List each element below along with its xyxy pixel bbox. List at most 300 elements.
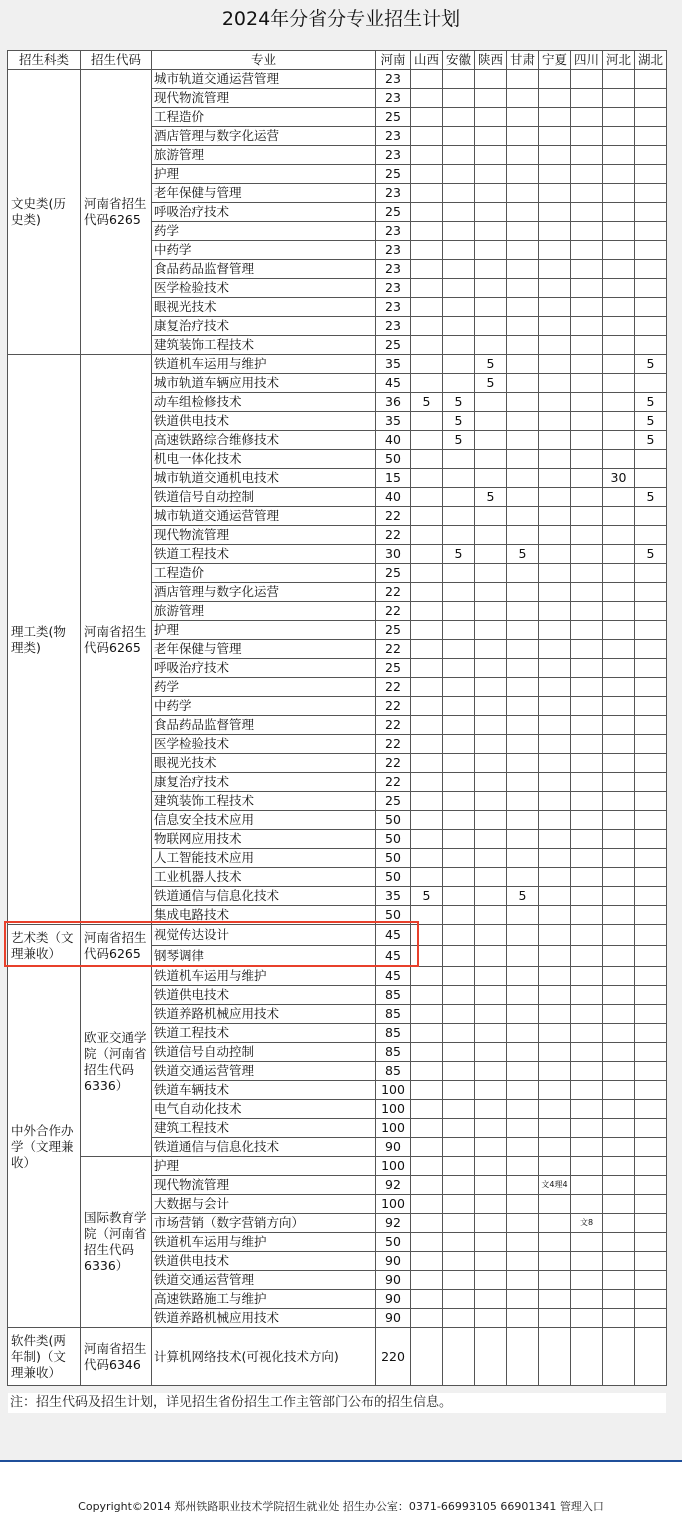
quota-cell [411,1138,443,1157]
quota-cell: 50 [376,830,411,849]
quota-cell [603,1252,635,1271]
quota-cell [507,1062,539,1081]
quota-cell [507,986,539,1005]
quota-cell [411,184,443,203]
quota-cell [539,1024,571,1043]
admission-code-cell: 欧亚交通学院（河南省招生代码6336） [81,967,152,1157]
quota-cell [443,336,475,355]
quota-cell [635,811,667,830]
quota-cell [411,507,443,526]
quota-cell: 23 [376,222,411,241]
quota-cell: 25 [376,108,411,127]
quota-cell [507,906,539,925]
quota-cell [539,887,571,906]
quota-cell [539,298,571,317]
quota-cell [507,1043,539,1062]
quota-cell: 25 [376,165,411,184]
quota-cell: 40 [376,488,411,507]
major-cell: 食品药品监督管理 [152,716,376,735]
quota-cell [635,735,667,754]
quota-cell [475,773,507,792]
quota-cell [507,640,539,659]
quota-cell [475,507,507,526]
quota-cell: 50 [376,868,411,887]
quota-cell [539,336,571,355]
quota-cell [571,1119,603,1138]
quota-cell [475,70,507,89]
quota-cell [603,1138,635,1157]
quota-cell [635,317,667,336]
quota-cell [507,488,539,507]
major-cell: 康复治疗技术 [152,317,376,336]
quota-cell [443,1157,475,1176]
quota-cell [507,678,539,697]
major-cell: 铁道通信与信息化技术 [152,887,376,906]
quota-cell [411,811,443,830]
major-cell: 工程造价 [152,564,376,583]
quota-cell: 25 [376,336,411,355]
quota-cell: 45 [376,967,411,986]
quota-cell [539,773,571,792]
quota-cell [507,222,539,241]
quota-cell [507,1119,539,1138]
quota-cell [539,1005,571,1024]
quota-cell [443,146,475,165]
quota-cell [603,621,635,640]
quota-cell [507,260,539,279]
quota-cell: 5 [635,393,667,412]
quota-cell [571,1271,603,1290]
quota-cell [539,1309,571,1328]
quota-cell [475,1309,507,1328]
quota-cell [539,967,571,986]
quota-cell: 30 [376,545,411,564]
quota-cell [571,946,603,967]
quota-cell: 45 [376,946,411,967]
quota-cell: 100 [376,1081,411,1100]
quota-cell [603,1157,635,1176]
quota-cell: 23 [376,241,411,260]
quota-cell [635,203,667,222]
quota-cell [539,946,571,967]
quota-cell [539,792,571,811]
column-header: 招生代码 [81,51,152,70]
quota-cell [539,986,571,1005]
quota-cell [411,1005,443,1024]
quota-cell [635,1119,667,1138]
quota-cell [635,1024,667,1043]
quota-cell [475,1290,507,1309]
quota-cell [507,108,539,127]
major-cell: 铁道工程技术 [152,1024,376,1043]
quota-cell [571,1176,603,1195]
quota-cell [539,1138,571,1157]
major-cell: 食品药品监督管理 [152,260,376,279]
quota-cell [443,317,475,336]
quota-cell [443,1119,475,1138]
major-cell: 呼吸治疗技术 [152,203,376,222]
quota-cell [443,621,475,640]
quota-cell [603,412,635,431]
quota-cell [571,1024,603,1043]
quota-cell [539,1119,571,1138]
quota-cell: 5 [635,431,667,450]
quota-cell [571,70,603,89]
quota-cell [475,735,507,754]
quota-cell [507,127,539,146]
quota-cell [443,1100,475,1119]
quota-cell [571,317,603,336]
quota-cell [475,811,507,830]
quota-cell [507,412,539,431]
quota-cell [475,336,507,355]
major-cell: 铁道供电技术 [152,1252,376,1271]
quota-cell [539,1157,571,1176]
quota-cell [539,1252,571,1271]
quota-cell [539,317,571,336]
quota-cell [507,792,539,811]
quota-cell [571,1233,603,1252]
quota-cell [539,621,571,640]
major-cell: 医学检验技术 [152,735,376,754]
quota-cell: 5 [411,393,443,412]
quota-cell [571,602,603,621]
quota-cell [603,716,635,735]
quota-cell [475,678,507,697]
quota-cell [635,165,667,184]
quota-cell [475,203,507,222]
column-header: 安徽 [443,51,475,70]
quota-cell: 5 [443,545,475,564]
quota-cell [475,1081,507,1100]
quota-cell [507,1233,539,1252]
quota-cell: 23 [376,184,411,203]
quota-cell: 5 [507,887,539,906]
quota-cell [411,431,443,450]
quota-cell [507,1138,539,1157]
quota-cell: 85 [376,1024,411,1043]
quota-cell [539,1271,571,1290]
quota-cell [443,1328,475,1386]
quota-cell [539,355,571,374]
quota-cell [571,488,603,507]
quota-cell [411,868,443,887]
quota-cell: 22 [376,583,411,602]
table-row [8,1157,667,1176]
major-cell: 工程造价 [152,108,376,127]
quota-cell [539,108,571,127]
quota-cell [443,203,475,222]
major-cell: 铁道供电技术 [152,986,376,1005]
major-cell: 现代物流管理 [152,89,376,108]
major-cell: 老年保健与管理 [152,640,376,659]
major-cell: 现代物流管理 [152,1176,376,1195]
quota-cell [571,925,603,946]
category-cell: 中外合作办学（文理兼收） [8,967,81,1328]
quota-cell [539,184,571,203]
quota-cell [635,1309,667,1328]
quota-cell [443,1214,475,1233]
major-cell: 工业机器人技术 [152,868,376,887]
quota-cell [539,754,571,773]
quota-cell [411,792,443,811]
quota-cell: 50 [376,811,411,830]
quota-cell [507,1100,539,1119]
quota-cell [635,1005,667,1024]
quota-cell [539,1043,571,1062]
quota-cell [539,1100,571,1119]
quota-cell: 92 [376,1214,411,1233]
major-cell: 铁道机车运用与维护 [152,967,376,986]
quota-cell [603,146,635,165]
quota-cell [635,526,667,545]
quota-cell: 15 [376,469,411,488]
quota-cell [539,583,571,602]
quota-cell: 23 [376,260,411,279]
quota-cell [603,1328,635,1386]
quota-cell [571,1043,603,1062]
admin-entry-link[interactable]: 管理入口 [559,1500,604,1513]
quota-cell: 5 [443,393,475,412]
quota-cell [411,108,443,127]
quota-cell [411,1252,443,1271]
quota-cell [539,640,571,659]
quota-cell [411,1062,443,1081]
copyright-text: Copyright©2014 郑州铁路职业技术学院招生就业处 招生办公室：0371-66993105 66901341 [78,1500,557,1513]
quota-cell [635,108,667,127]
quota-cell [475,1100,507,1119]
quota-cell [475,659,507,678]
quota-cell [603,602,635,621]
table-body [8,70,667,1386]
quota-cell [571,241,603,260]
quota-cell [475,754,507,773]
quota-cell [507,336,539,355]
major-cell: 药学 [152,678,376,697]
quota-cell [603,1119,635,1138]
quota-cell: 90 [376,1309,411,1328]
quota-cell: 25 [376,659,411,678]
quota-cell [539,260,571,279]
quota-cell [507,507,539,526]
quota-cell [635,602,667,621]
quota-cell: 22 [376,526,411,545]
quota-cell [475,621,507,640]
quota-cell [603,165,635,184]
quota-cell [635,621,667,640]
quota-cell [507,621,539,640]
quota-cell [443,811,475,830]
major-cell: 中药学 [152,697,376,716]
quota-cell [539,849,571,868]
quota-cell [475,792,507,811]
quota-cell [539,1233,571,1252]
quota-cell [571,355,603,374]
major-cell: 人工智能技术应用 [152,849,376,868]
quota-cell [539,431,571,450]
quota-cell: 22 [376,754,411,773]
quota-cell: 220 [376,1328,411,1386]
quota-cell [571,986,603,1005]
quota-cell [539,165,571,184]
quota-cell [635,1081,667,1100]
category-cell: 文史类(历史类) [8,70,81,355]
quota-cell [443,830,475,849]
quota-cell [443,967,475,986]
quota-cell [475,1062,507,1081]
quota-cell [539,146,571,165]
quota-cell [571,203,603,222]
quota-cell [475,298,507,317]
quota-cell [411,526,443,545]
quota-cell: 5 [411,887,443,906]
quota-cell [475,602,507,621]
quota-cell: 85 [376,986,411,1005]
quota-cell [571,868,603,887]
quota-cell [571,450,603,469]
quota-cell [571,469,603,488]
major-cell: 铁道信号自动控制 [152,488,376,507]
quota-cell: 35 [376,412,411,431]
quota-cell [571,298,603,317]
quota-cell [411,1081,443,1100]
quota-cell [475,967,507,986]
quota-cell: 85 [376,1062,411,1081]
quota-cell [443,564,475,583]
quota-cell [475,849,507,868]
quota-cell [507,868,539,887]
category-cell: 软件类(两年制)（文理兼收） [8,1328,81,1386]
quota-cell [635,946,667,967]
quota-cell [507,146,539,165]
quota-cell: 23 [376,89,411,108]
quota-cell [539,241,571,260]
quota-cell [507,393,539,412]
major-cell: 建筑装饰工程技术 [152,792,376,811]
quota-cell [603,868,635,887]
admission-code-cell: 国际教育学院（河南省招生代码6336） [81,1157,152,1328]
quota-cell [443,754,475,773]
major-cell: 铁道交通运营管理 [152,1271,376,1290]
quota-cell [571,222,603,241]
quota-cell [507,298,539,317]
quota-cell [603,70,635,89]
quota-cell [539,659,571,678]
quota-cell [507,184,539,203]
quota-cell: 35 [376,887,411,906]
quota-cell [571,1081,603,1100]
quota-cell [411,773,443,792]
quota-cell [635,1290,667,1309]
quota-cell [411,317,443,336]
major-cell: 集成电路技术 [152,906,376,925]
quota-cell [475,1233,507,1252]
quota-cell [475,393,507,412]
major-cell: 酒店管理与数字化运营 [152,127,376,146]
quota-cell: 23 [376,127,411,146]
quota-cell [411,925,443,946]
quota-cell [443,659,475,678]
quota-cell [603,986,635,1005]
quota-cell [443,583,475,602]
major-cell: 计算机网络技术(可视化技术方向) [152,1328,376,1386]
table-row [8,70,667,89]
quota-cell [603,545,635,564]
quota-cell [539,811,571,830]
quota-cell [411,222,443,241]
quota-cell [443,260,475,279]
quota-cell [635,1138,667,1157]
column-header: 宁夏 [539,51,571,70]
quota-cell [475,1328,507,1386]
quota-cell [571,1062,603,1081]
quota-cell [507,1328,539,1386]
major-cell: 钢琴调律 [152,946,376,967]
quota-cell [603,1081,635,1100]
quota-cell [539,450,571,469]
quota-cell [635,564,667,583]
quota-cell [507,697,539,716]
quota-cell [571,431,603,450]
admission-code-cell: 河南省招生代码6265 [81,925,152,967]
quota-cell [603,241,635,260]
quota-cell [507,946,539,967]
quota-cell: 5 [635,488,667,507]
quota-cell [539,868,571,887]
quota-cell [603,735,635,754]
quota-cell [411,906,443,925]
quota-cell [539,564,571,583]
quota-cell [603,355,635,374]
quota-cell [411,374,443,393]
quota-cell: 100 [376,1157,411,1176]
quota-cell [539,203,571,222]
column-header: 四川 [571,51,603,70]
quota-cell: 22 [376,716,411,735]
quota-cell [539,393,571,412]
quota-cell: 23 [376,279,411,298]
quota-cell [443,697,475,716]
quota-cell: 45 [376,925,411,946]
quota-cell [571,507,603,526]
quota-cell [507,773,539,792]
quota-cell [411,545,443,564]
quota-cell [475,986,507,1005]
quota-cell [635,184,667,203]
quota-cell [539,488,571,507]
quota-cell [411,716,443,735]
quota-cell [571,1252,603,1271]
page-title: 2024年分省分专业招生计划 [221,8,461,30]
column-header: 山西 [411,51,443,70]
quota-cell [603,317,635,336]
quota-cell: 92 [376,1176,411,1195]
quota-cell [507,925,539,946]
quota-cell [411,1100,443,1119]
quota-cell [635,754,667,773]
quota-cell: 22 [376,735,411,754]
quota-cell: 22 [376,697,411,716]
quota-cell: 5 [635,412,667,431]
quota-cell [507,811,539,830]
quota-cell [411,1157,443,1176]
column-header: 专业 [152,51,376,70]
quota-cell [603,203,635,222]
quota-cell [603,393,635,412]
major-cell: 老年保健与管理 [152,184,376,203]
quota-cell [635,374,667,393]
quota-cell [635,830,667,849]
